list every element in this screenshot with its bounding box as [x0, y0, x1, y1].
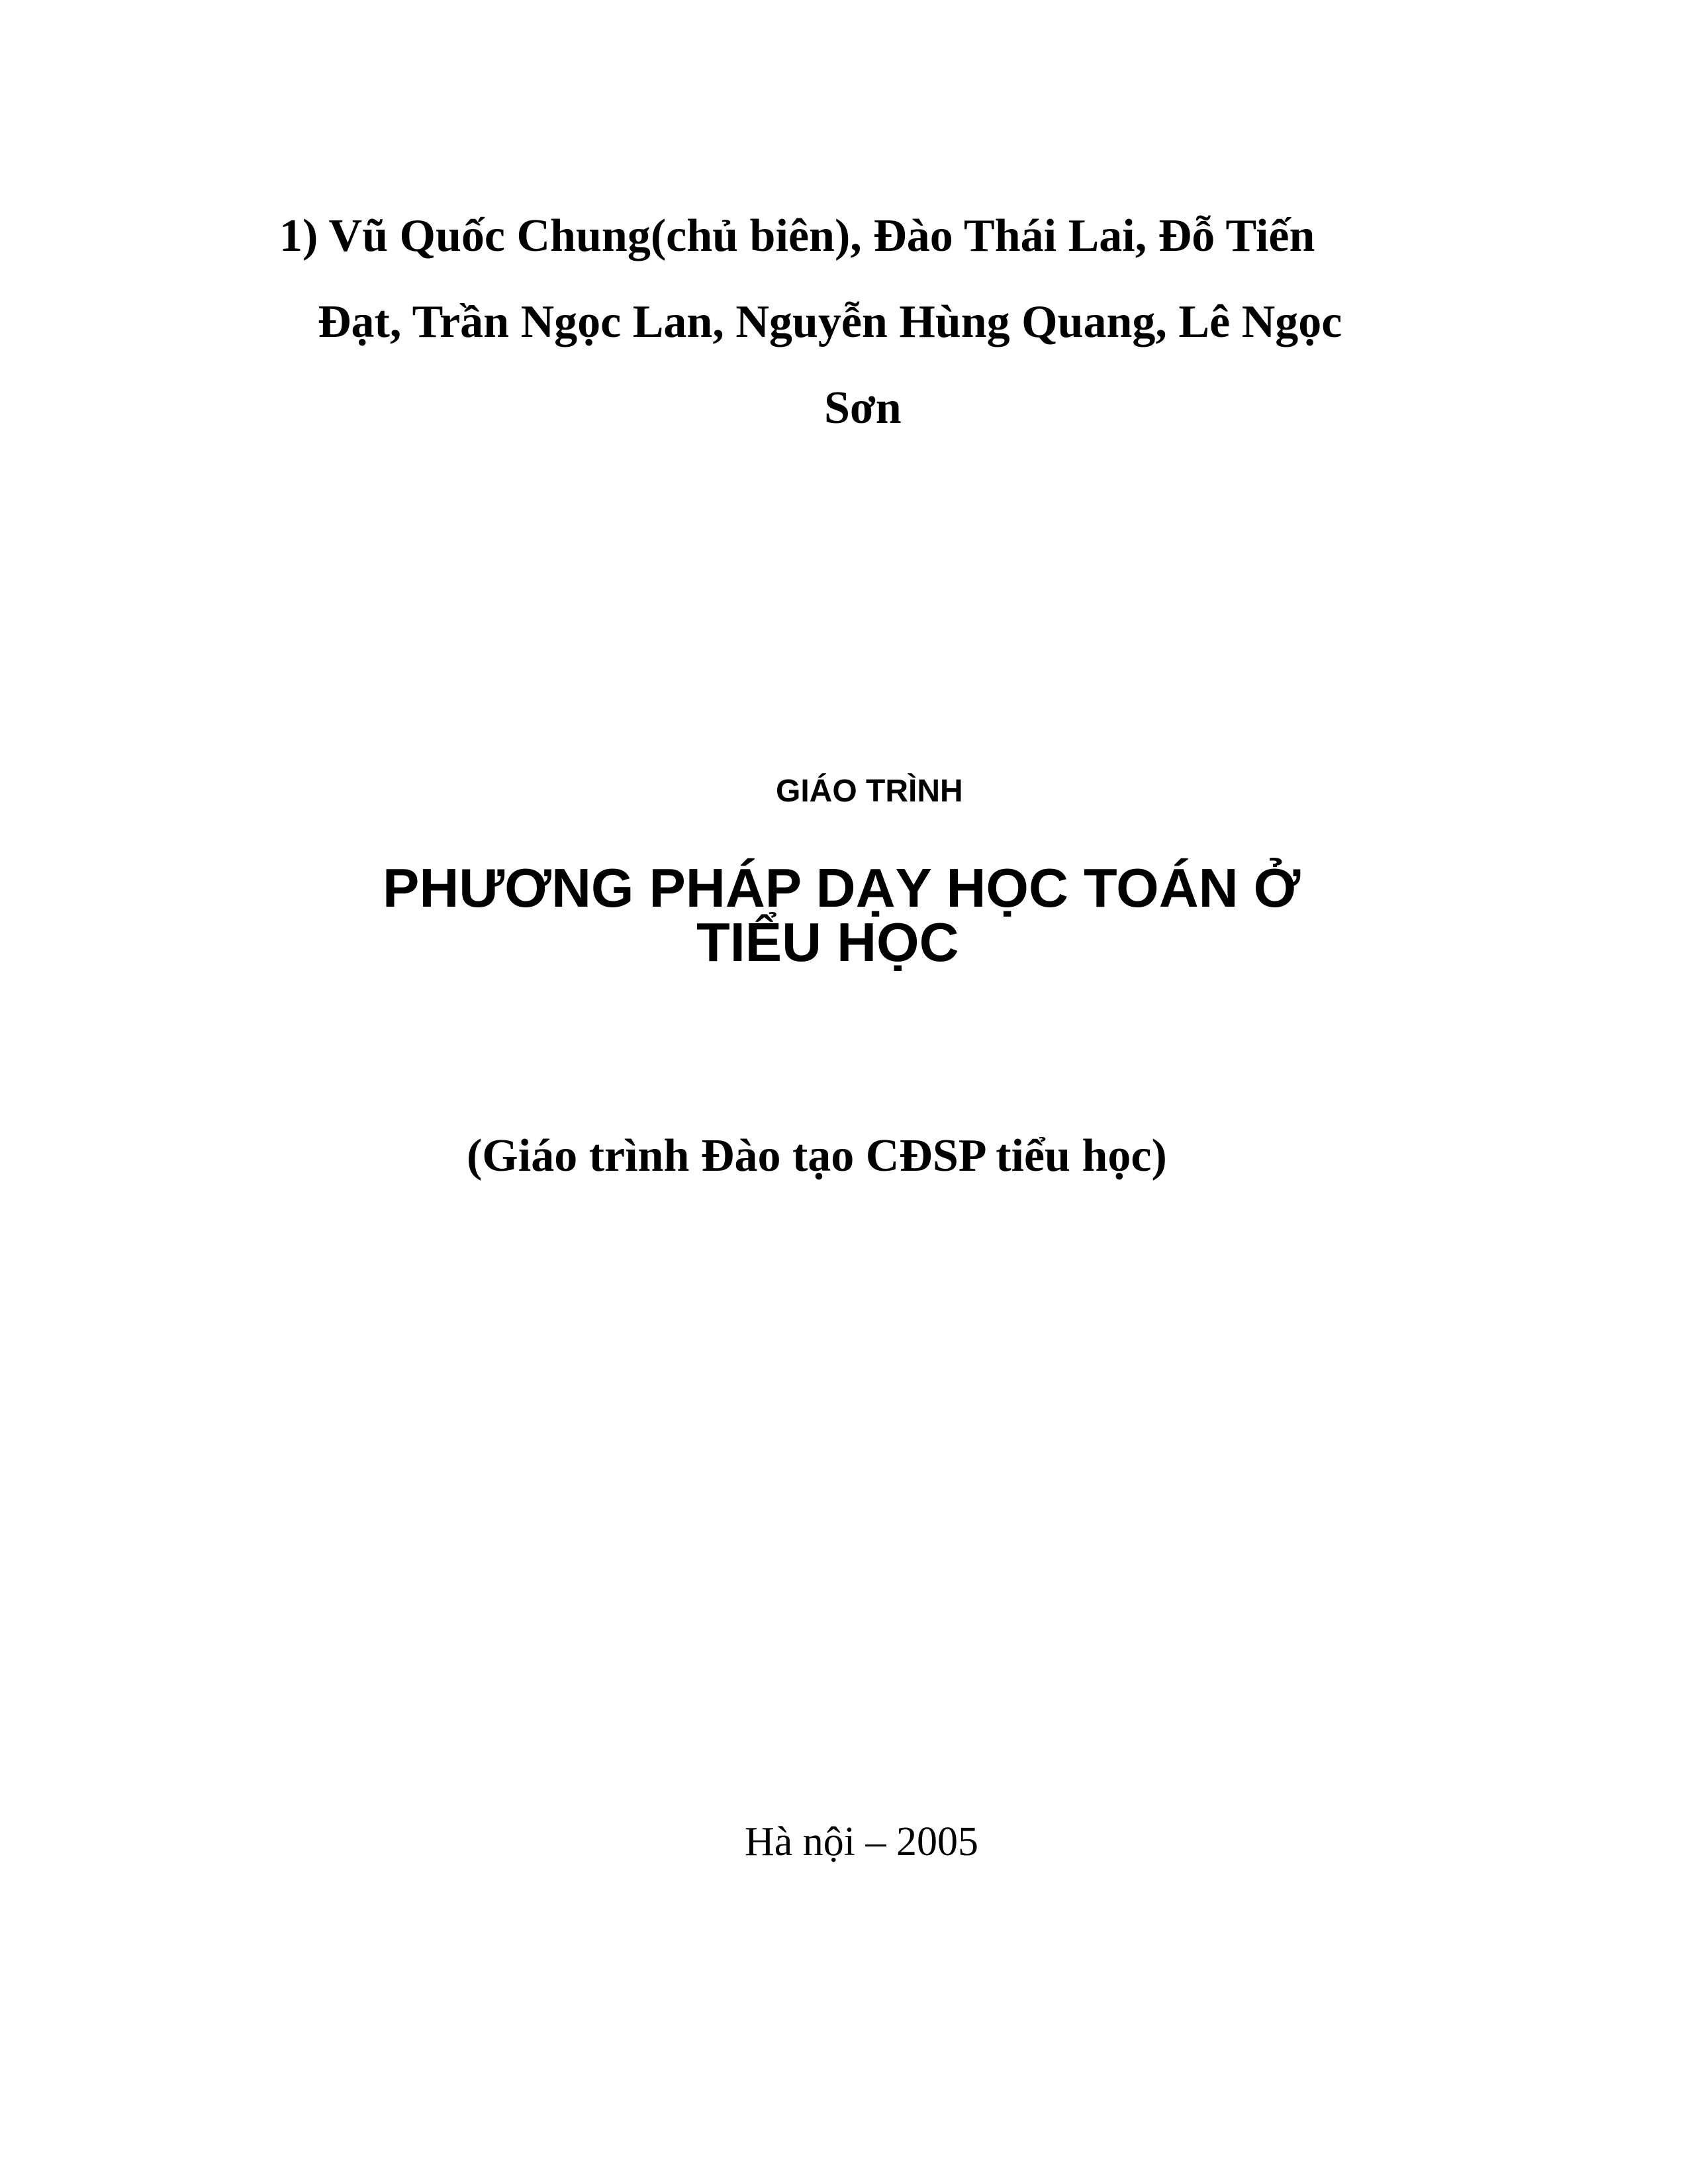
authors-line-2: Đạt, Trần Ngọc Lan, Nguyễn Hùng Quang, Lê Ngọc: [318, 296, 1342, 347]
book-title-line-1: PHƯƠNG PHÁP DẠY HỌC TOÁN Ở: [383, 857, 1301, 919]
authors-line-3: Sơn: [824, 383, 902, 433]
book-subtitle: (Giáo trình Đào tạo CĐSP tiểu học): [467, 1130, 1167, 1181]
place-and-date: Hà nội – 2005: [745, 1819, 979, 1864]
authors-line-1: 1) Vũ Quốc Chung(chủ biên), Đào Thái Lai, Đỗ Tiến: [279, 210, 1315, 261]
book-title-line-2: TIỂU HỌC: [696, 911, 959, 973]
course-label: GIÁO TRÌNH: [776, 774, 963, 809]
